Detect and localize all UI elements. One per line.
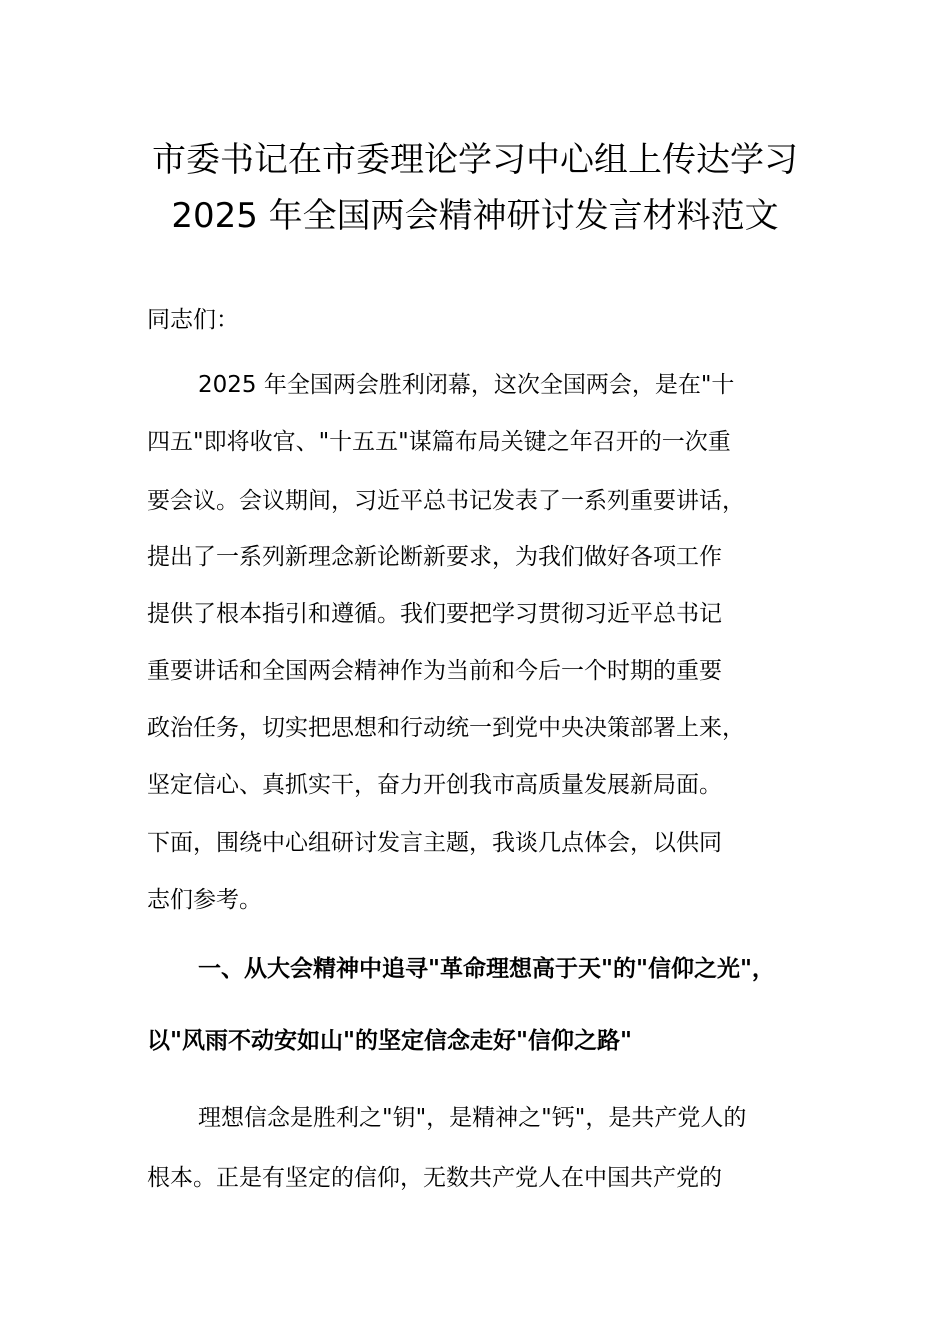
- paragraph-1-line-1: 2025 年全国两会胜利闭幕，这次全国两会，是在"十: [198, 372, 735, 398]
- paragraph-1-line-6: 重要讲话和全国两会精神作为当前和今后一个时期的重要: [147, 658, 722, 684]
- paragraph-2-line-2: 根本。正是有坚定的信仰，无数共产党人在中国共产党的: [147, 1165, 722, 1191]
- paragraph-1-line-2: 四五"即将收官、"十五五"谋篇布局关键之年召开的一次重: [147, 429, 731, 455]
- paragraph-2-line-1: 理想信念是胜利之"钥"，是精神之"钙"，是共产党人的: [198, 1105, 747, 1131]
- paragraph-1-line-4: 提出了一系列新理念新论断新要求，为我们做好各项工作: [147, 544, 722, 570]
- paragraph-1-line-10: 志们参考。: [147, 887, 262, 913]
- document-title-line-1: 市委书记在市委理论学习中心组上传达学习: [152, 140, 798, 180]
- section-heading-1-line-1: 一、从大会精神中追寻"革命理想高于天"的"信仰之光"，: [198, 956, 775, 982]
- paragraph-1-line-8: 坚定信心、真抓实干，奋力开创我市高质量发展新局面。: [147, 772, 722, 798]
- paragraph-1-line-7: 政治任务，切实把思想和行动统一到党中央决策部署上来，: [147, 715, 745, 741]
- paragraph-1-line-5: 提供了根本指引和遵循。我们要把学习贯彻习近平总书记: [147, 601, 722, 627]
- paragraph-1-line-3: 要会议。会议期间，习近平总书记发表了一系列重要讲话，: [147, 488, 745, 514]
- paragraph-1-line-9: 下面，围绕中心组研讨发言主题，我谈几点体会，以供同: [147, 830, 722, 856]
- section-heading-1-line-2: 以"风雨不动安如山"的坚定信念走好"信仰之路": [147, 1028, 632, 1054]
- salutation: 同志们：: [147, 307, 239, 333]
- document-title-line-2: 2025 年全国两会精神研讨发言材料范文: [171, 196, 779, 236]
